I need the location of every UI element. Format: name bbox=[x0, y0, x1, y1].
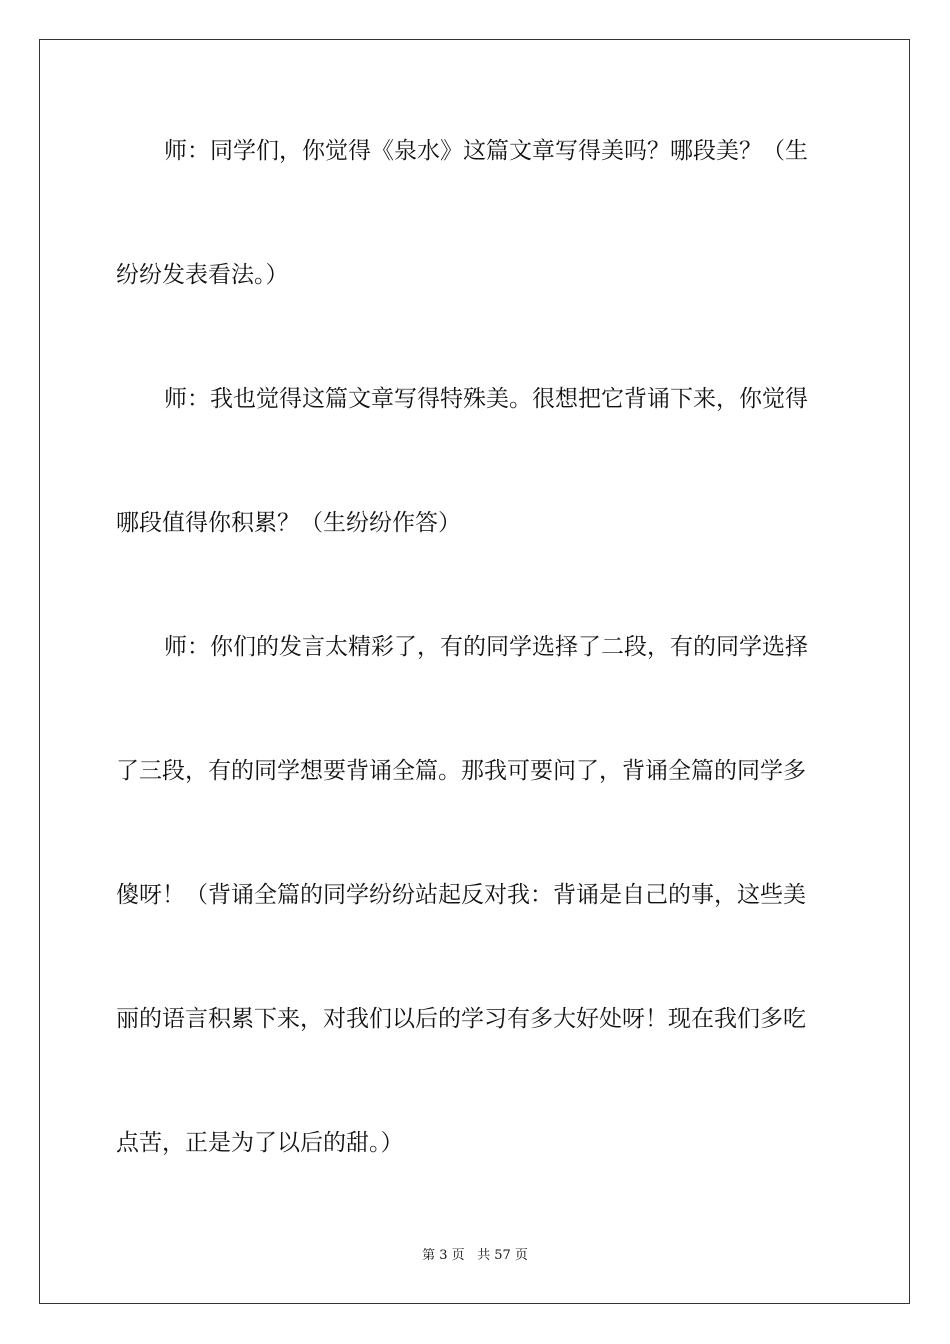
paragraph-2-line-2: 哪段值得你积累？（生纷纷作答） bbox=[116, 510, 461, 536]
page-border bbox=[39, 39, 910, 1304]
paragraph-3-line-3: 傻呀！（背诵全篇的同学纷纷站起反对我：背诵是自己的事，这些美 bbox=[116, 882, 806, 908]
page-number: 第 3 页 bbox=[422, 1248, 465, 1263]
paragraph-2-line-1: 师：我也觉得这篇文章写得特殊美。很想把它背诵下来，你觉得 bbox=[164, 386, 808, 412]
paragraph-3-line-1: 师：你们的发言太精彩了，有的同学选择了二段，有的同学选择 bbox=[164, 634, 808, 660]
paragraph-1-line-1: 师：同学们，你觉得《泉水》这篇文章写得美吗？哪段美？（生 bbox=[164, 138, 808, 164]
paragraph-3-line-2: 了三段，有的同学想要背诵全篇。那我可要问了，背诵全篇的同学多 bbox=[116, 758, 806, 784]
paragraph-1-line-2: 纷纷发表看法。） bbox=[116, 262, 289, 288]
paragraph-3-line-4: 丽的语言积累下来，对我们以后的学习有多大好处呀！现在我们多吃 bbox=[116, 1006, 806, 1032]
paragraph-3-line-5: 点苦，正是为了以后的甜。） bbox=[116, 1130, 404, 1156]
page-total: 共 57 页 bbox=[477, 1248, 528, 1263]
page-footer bbox=[0, 1248, 950, 1264]
